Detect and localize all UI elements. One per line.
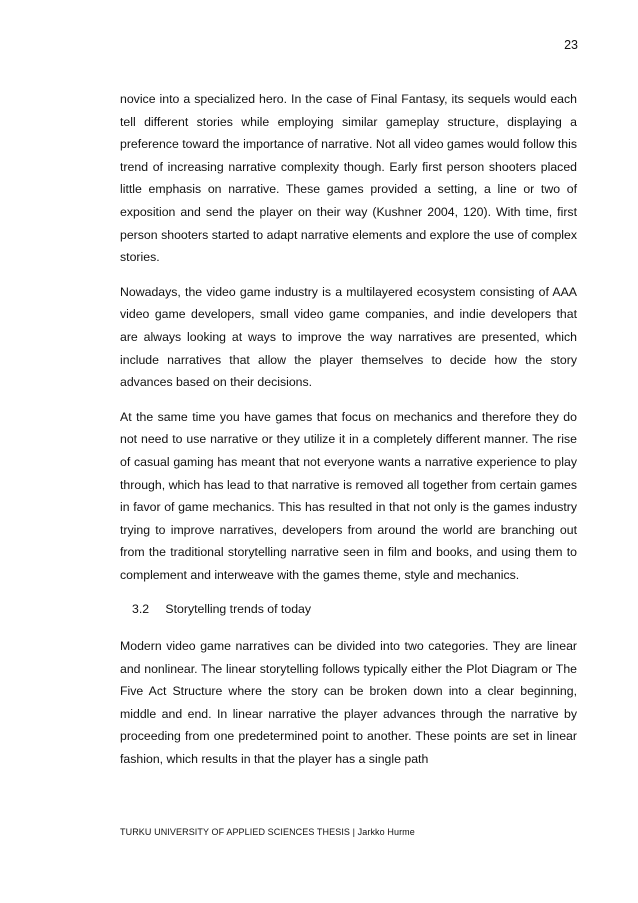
section-heading xyxy=(132,598,577,621)
page-footer: TURKU UNIVERSITY OF APPLIED SCIENCES THESIS | Jarkko Hurme xyxy=(120,827,415,837)
body-text xyxy=(120,88,577,783)
section-number: 3.2 xyxy=(132,602,150,617)
paragraph: At the same time you have games that focus on mechanics and therefore they do not need to use narrative or they utilize it in a completely different manner. The rise of casual gaming has meant that not everyone wants a narrative experience to play through, which has lead to that narrative is removed all together from certain games in favor of game mechanics. This has resulted in that not only is the games industry trying to improve narratives, developers from around the world are branching out from the traditional storytelling narrative seen in film and books, and using them to complement and interweave with the games theme, style and mechanics. xyxy=(120,409,577,582)
paragraph: novice into a specialized hero. In the case of Final Fantasy, its sequels would each tell different stories while employing similar gameplay structure, displaying a preference toward the importance of narrative. Not all video games would follow this trend of increasing narrative complexity though. Early first person shooters placed little emphasis on narrative. These games provided a setting, a line or two of exposition and send the player on their way (Kushner 2004, 120). With time, first person shooters started to adapt narrative elements and explore the use of complex stories. xyxy=(120,92,577,265)
paragraph: Nowadays, the video game industry is a multilayered ecosystem consisting of AAA video game developers, small video game companies, and indie developers that are always looking at ways to improve the way narratives are presented, which include narratives that allow the player themselves to decide how the story advances based on their decisions. xyxy=(120,284,577,390)
paragraph: Modern video game narratives can be divided into two categories. They are linear and nonlinear. The linear storytelling follows typically either the Plot Diagram or The Five Act Structure where the story can be broken down into a clear beginning, middle and end. In linear narrative the player advances through the narrative by proceeding from one predetermined point to another. These points are set in linear fashion, which results in that the player has a single path xyxy=(120,639,577,767)
page-number: 23 xyxy=(564,38,578,52)
section-title: Storytelling trends of today xyxy=(165,602,312,617)
